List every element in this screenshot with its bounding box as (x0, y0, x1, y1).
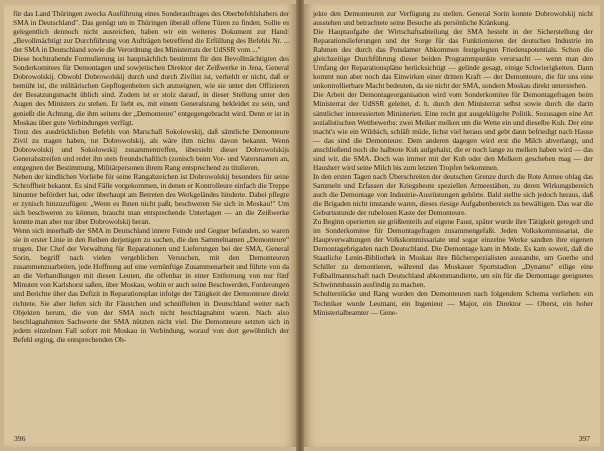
paragraph: Schulterstücke und Rang wurden den Demonteuren nach folgendem Schema verliehen: ein Techniker wurde Leutnant, ein Ingenieur — Major, ein Direktor — Oberst, ein hoher Ministerialbeamter — Gene- (313, 289, 593, 317)
paragraph: Zu Beginn operierten sie größtenteils auf eigene Faust, später wurde ihre Tätigkeit geregelt und im Sonderkomitee für Demontagefragen zusammengefaßt. Jeden Volkskommissariat, die Hauptverwaltungen der Volkskommissariate und sogar einzelne Werke sandten ihre eigenen Demontagebrigaden nach Deutschland. Die Demontage kam in Mode. Es kam soweit, daß die Staatliche Lenin-Bibliothek in Moskau ihre Bücherspezialisten aussandte, um Goethe und Schiller zu demontieren, während das Moskauer Sportstadion „Dynamo" eilige eine Fußballmannschaft nach Deutschland abkommandierte, um ein für die Demontage geeignetes Schwimmbassin ausfindig zu machen. (313, 217, 593, 290)
page-number: 397 (578, 434, 590, 443)
paragraph: Die Arbeit der Demontageorganisation wird vom Sonderkomitee für Demontagefragen beim Ministerrat der UdSSR geleitet, d. h. durch den Ministerrat selbst sowie durch die darin sämtlicher interessierten Ministerien. Eine recht gut ausgeklügelte Politik. Sozusagen eine Art sozialistischen Wettbewerbs: zwei Melker melken um die Wette ein und dieselbe Kuh. Der eine macht's wie ein Wildsich, schläft müde, lichst viel heraus und gebt dann befriedigt nach Hause — das sind die Demonteure. Dem anderen dagegen wird erst die Milch abverlangt, und anschließend noch die halbtote Kuh aufgehalst, die er noch lange zu melken haben wird — das sind wir, die SMA. Doch was immer mit der Kuh oder den Melkern geschehen mag — der Hausherr wird seine Milch bis zum letzten Tropfen bekommen. (313, 90, 593, 172)
page-number: 396 (14, 434, 26, 443)
paragraph: Neben der kindlichen Vorliebe für seine Rangabzeichen ist Dobrowolskij besonders für seine Schroffheit bekannt. Es sind Fälle vorgekommen, in denen er Kontrolleure einfach die Treppe hinunter befördert hat, oder überhaupt am Betreten des Werkgeländes hinderte. Dabei pflegte er zynisch hinzuzufügen: „Wenn es Ihnen nicht paßt, beschweren Sie sich in Moskau!" Um sich beschweren zu können, braucht man entsprechende Unterlagen — an die Zeißwerke konnte man aber nur über Dobrowolskij heran. (13, 171, 289, 227)
paragraph: jekte den Demonteuren zur Verfügung zu stellen. General Sorin konnte Dobrowolskij nicht ausstehen und betrachtete seine Besuche als persönliche Kränkung. (313, 9, 593, 28)
right-page (304, 4, 600, 447)
book-gutter (296, 0, 304, 451)
paragraph: Wenn sich innerhalb der SMA in Deutschland innere Feinde und Gegner befanden, so waren sie in erster Linie in den Reihen derjenigen zu suchen, die den Sammelnamen „Demonteure" trugen. Der Chef der Verwaltung für Reparationen und Lieferungen bei der SMA, General Sorin, begriff nach vielen vergeblichen Versuchen, mit den Demonteuren zusammenzuarbeiten, jede Hoffnung auf eine vernünftige Zusammenarbeit und führte von da an die Verhandlungen mit diesen Leuten, die offenbar in einer Entfernung von nur fünf Minuten von Karlshorst saßen, über Moskau, wohin er auch seine Beschwerden, Forderungen und Berichte über das Defizit in Reparationsplan infolge der Tätigkeit der Demonteure direkt richtete. Sie aber liefen sich ihr Fäustchen und schnüffelten in Deutschland weiter nach Objekten herum, die von der SMA noch nicht beschlagnahmt waren. Nach also beschlagnahmten Sachwerte der SMA nützten nicht viel. Die Demonteure setzten sich in jedem einzelnen Fall sofort mit Moskau in Verbindung, worauf von dort gewöhnlich der Befehl erging, die entsprechenden Ob- (13, 226, 289, 344)
paragraph: In den ersten Tagen nach Überschreiten der deutschen Grenze durch die Rote Armee oblag das Sammeln und Erfassen der Kriegsbeute speziellen Armeestäben, zu deren Wirkungsbereich auch die Demontage von Industrie-Ausrüstungen gehörte. Bald stellte sich jedoch heraus, daß die Brigaden nicht imstande waren, dieses riesige Aufgabenbereich zu bewältigen. Das war die Geburtsstunde der ruhelosen Kaste der Demonteure. (313, 171, 593, 218)
paragraph: Diese hochtrabende Formulierung ist hauptsächlich bestimmt für den Bevollmächtigten des Sonderkomitees für Demontagen und sowjetischen Direktor der Zeißwerke in Jena, General Dobrowolskij. Obwohl Dobrowolskij durch und durch Zivilist ist, verhehlt er nicht, daß er bemüht ist, die militärischen Gepflogenheiten sich anzueignen, wie sie unter den Offizieren der Besatzungsmacht üblich sind. Zudem ist er stolz darauf, in dieser Stellung unter den Augen des Ministers zu stehen. Er liebt es, mit einem Generalsrang bekleidet zu sein, und genießt die Achtung, die ihm seitens der „Demonteure" entgegengebracht wird. Denn er ist in Moskau über gute Verbindungen verfügt. (13, 54, 289, 127)
paragraph: Trotz des ausdrücklichen Befehls von Marschall Sokolowskij, daß sämtliche Demonteure Zivil zu tragen haben, tut Dobrowolskij, als wäre ihm nichts davon bekannt. Wenn Dobrowolskij und Sokolowskij zusammentreffen, übersieht dieser Dobrowolskijs Generalsstreifen und redet ihn stets freundschaftlich (zonisch beim Vor- und Vatersnamen an, entgegnen der Bestimmung, Militärpersonen ihrem Rang entsprechend zu titulieren. (13, 126, 289, 172)
paragraph: Die Hauptaufgabe der Wirtschaftsabteilung der SMA besteht in der Sicherstellung der Reparationslieferungen und der Sorge für das Funktionieren der deutschen Industrie im Rahmen des durch das Potsdamer Abkommen festgelegten Friedenspotentials. Schon die gleichzeitige Durchführung dieser beiden Programmpunkte verursacht — wenn man den Umfang der Reparationspläne berücksichtigt — gelinde gesagt, einige Schwierigkeiten. Dann kommt nun aber noch das Einwirken einer dritten Kraft — der Demonteure, die für uns eine unkontrollierbare Macht bedeuten, da sie nicht der SMA, sondern Moskau direkt unterstehen. (313, 27, 593, 91)
left-page-text (13, 9, 289, 344)
left-page (4, 4, 296, 447)
right-page-text (313, 9, 593, 317)
paragraph: für das Land Thüringen zwecks Ausführung eines Sonderauftrages des Oberbefehlshabers der SMA in Deutschland". Das genügt um in Thüringen überall offene Türen zu finden. Sollte es gelegentlich dennoch nicht ausreichen, haben wir ein weiteres Dokument zur Hand: „Bevollmächtigt zur Durchführung von Aufträgen betreffend die Erfüllung des Befehls Nr. ... der SMA in Deutschland sowie die Verordnung des Ministerrats der UdSSR vom ..." (13, 9, 289, 55)
